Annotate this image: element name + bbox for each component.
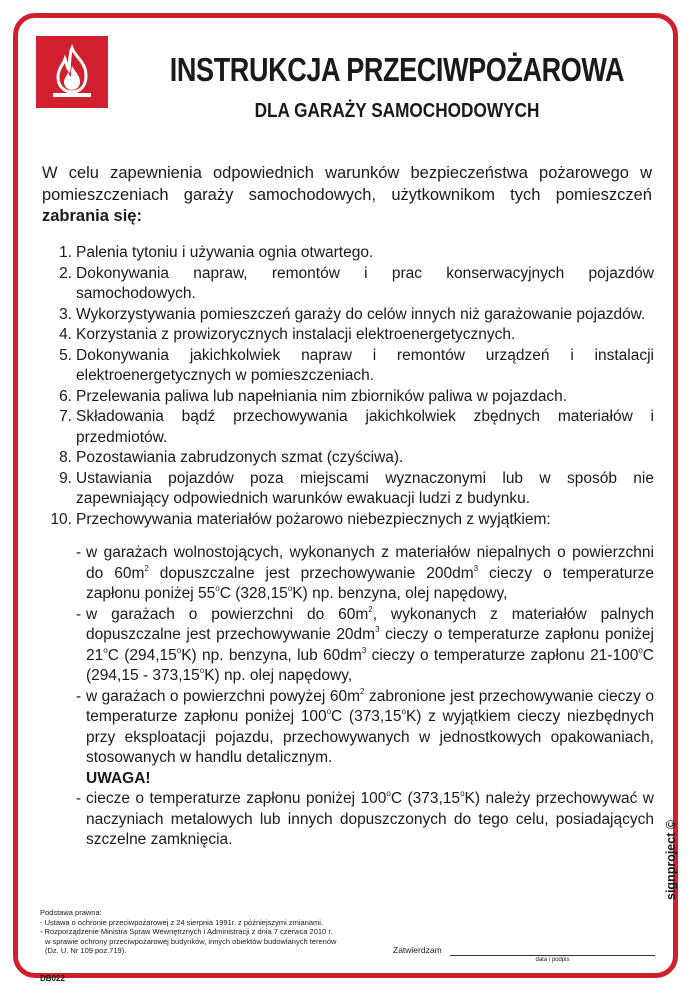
exception-text: w garażach wolnostojących, wykonanych z materiałów niepalnych o powierzchni do 60m (86, 544, 654, 582)
fire-icon (36, 36, 108, 108)
list-item (42, 387, 654, 408)
exception-text: K) np. benzyna, lub 60dm (181, 646, 362, 664)
page-subtitle: DLA GARAŻY SAMOCHODOWYCH (254, 100, 540, 122)
superscript: o (326, 707, 332, 716)
list-item (42, 264, 654, 305)
dash-bullet: - (76, 605, 82, 623)
list-text: Ustawiania pojazdów poza miejscami wyznaczonymi lub w sposób nie zapewniający odpowiednich warunków ewakuacji ludzi z budynku. (76, 469, 654, 507)
exception-text: w garażach o powierzchni do 60m (86, 605, 369, 623)
list-text: Składowania bądź przechowywania jakichkolwiek zbędnych materiałów i przedmiotów. (76, 408, 654, 446)
exception-text: C (373,15 (331, 708, 402, 725)
superscript: o (287, 584, 293, 593)
exception-text: w garażach o powierzchni powyżej 60m (86, 687, 361, 705)
list-number: 7. (59, 408, 72, 425)
signature-line (450, 955, 655, 956)
legal-line: w sprawie ochrony przeciwpożarowej budynków, innych obiektów budowlanych terenów (45, 936, 337, 946)
superscript: 2 (144, 563, 149, 573)
list-text: Wykorzystywania pomieszczeń garaży do celów innych niż garażowanie pojazdów. (76, 305, 646, 323)
list-item (42, 243, 654, 264)
list-number: 3. (59, 305, 72, 323)
superscript: 3 (361, 645, 367, 655)
superscript: 2 (368, 604, 373, 614)
list-item (42, 346, 654, 387)
superscript: o (103, 645, 108, 655)
product-code: DB022 (40, 974, 65, 983)
list-text: Przelewania paliwa lub napełniania nim zbiorników paliwa w pojazdach. (76, 387, 568, 405)
exception-text: cieczy o temperaturze zapłonu poniżej 55 (86, 564, 654, 602)
list-text: Pozostawiania zabrudzonych szmat (czyściwa). (76, 449, 404, 466)
superscript: 2 (360, 686, 365, 696)
superscript: o (176, 645, 182, 655)
list-item (42, 305, 654, 326)
exception-text: K) z wyjątkiem cieczy niezbędnych przy eksploatacji pojazdu, przechowywanych w jednostkowych opakowaniach, stosowanych w handlu detalicznym. (86, 708, 654, 766)
exception-item (42, 687, 654, 769)
list-item (42, 469, 654, 510)
list-number: 2. (59, 264, 72, 282)
intro-paragraph (42, 163, 652, 228)
exception-text: C (373,15 (390, 790, 461, 807)
list-number: 5. (59, 346, 72, 364)
list-item (42, 325, 654, 346)
superscript: o (638, 645, 643, 655)
exception-text: C (294,15 - 373,15 (86, 646, 654, 684)
exception-text: zabronione jest przechowywanie cieczy o temperaturze zapłonu poniżej 100 (86, 687, 654, 725)
superscript: o (386, 789, 391, 798)
signature-caption: data i podpis (535, 957, 570, 963)
exception-text: cieczy o temperaturze zapłonu poniżej 21 (86, 626, 655, 664)
exception-text: C (294,15 (107, 646, 177, 664)
list-item (42, 510, 654, 531)
list-text: Dokonywania jakichkolwiek napraw i remontów urządzeń i instalacji elektroenergetycznych w pomieszczeniach. (76, 346, 654, 384)
legal-basis (40, 908, 380, 956)
prohibition-list (42, 243, 654, 530)
list-text: Palenia tytoniu i używania ognia otwartego. (76, 244, 374, 261)
intro-bold: zabrania się: (42, 207, 142, 225)
exception-text: ciecze o temperaturze zapłonu poniżej 100 (86, 790, 387, 807)
intro-text: W celu zapewnienia odpowiednich warunków bezpieczeństwa pożarowego w pomieszczeniach garaży samochodowych, użytkownikom tych pomieszczeń (42, 164, 652, 204)
superscript: 3 (375, 625, 380, 634)
exception-item (42, 543, 654, 605)
list-number: 4. (59, 326, 72, 343)
legal-line: - Ustawa o ochronie przeciwpożarowej z 24 sierpnia 1991r. z późniejszymi zmianami. (40, 917, 324, 927)
exception-text: K) np. benzyna, olej napędowy, (292, 585, 508, 602)
list-text: Korzystania z prowizorycznych instalacji elektroenergetycznych. (76, 326, 516, 343)
exception-text: C (328,15 (219, 585, 288, 602)
exception-text: K) należy przechowywać w naczyniach metalowych lub innych dopuszczonych do tego celu, posiadających szczelne zamknięcia. (86, 790, 655, 848)
superscript: o (199, 666, 205, 675)
legal-heading: Podstawa prawna: (40, 908, 102, 917)
exception-list (42, 543, 654, 851)
dash-bullet: - (76, 687, 82, 705)
list-number: 6. (59, 387, 72, 405)
page-title: INSTRUKCJA PRZECIWPOŻAROWA (169, 51, 625, 88)
superscript: o (460, 789, 465, 798)
list-number: 9. (59, 469, 72, 487)
approval-label: Zatwierdzam (393, 945, 442, 955)
legal-line: - Rozporządzenie Ministra Spraw Wewnętrznych i Administracji z dnia 7 czerwca 2010 r. (40, 927, 333, 936)
list-text: Dokonywania napraw, remontów i prac konserwacyjnych pojazdów samochodowych. (76, 264, 654, 302)
exception-text: K) np. olej napędowy, (204, 667, 353, 684)
exception-item (42, 605, 654, 687)
list-text: Przechowywania materiałów pożarowo niebezpiecznych z wyjątkiem: (76, 510, 551, 528)
dash-bullet: - (76, 544, 82, 561)
list-number: 1. (59, 244, 72, 261)
superscript: o (215, 584, 220, 593)
list-item (42, 448, 654, 469)
exception-item (42, 789, 654, 851)
dash-bullet: - (76, 790, 82, 807)
brand-logo: signproject © (664, 819, 678, 900)
warning-heading: UWAGA! (86, 769, 151, 787)
superscript: o (401, 707, 406, 716)
exception-text: dopuszczalne jest przechowywanie 200dm (148, 564, 474, 582)
superscript: 3 (473, 563, 479, 573)
list-number: 8. (59, 449, 72, 466)
exception-text: cieczy o temperaturze zapłonu 21-100 (366, 646, 639, 664)
list-item (42, 407, 654, 448)
legal-line: (Dz. U. Nr 109 poz.719). (45, 946, 127, 955)
exception-text: , wykonanych z materiałów palnych dopuszczalne jest przechowywanie 20dm (86, 605, 654, 643)
list-number: 10. (50, 510, 72, 528)
